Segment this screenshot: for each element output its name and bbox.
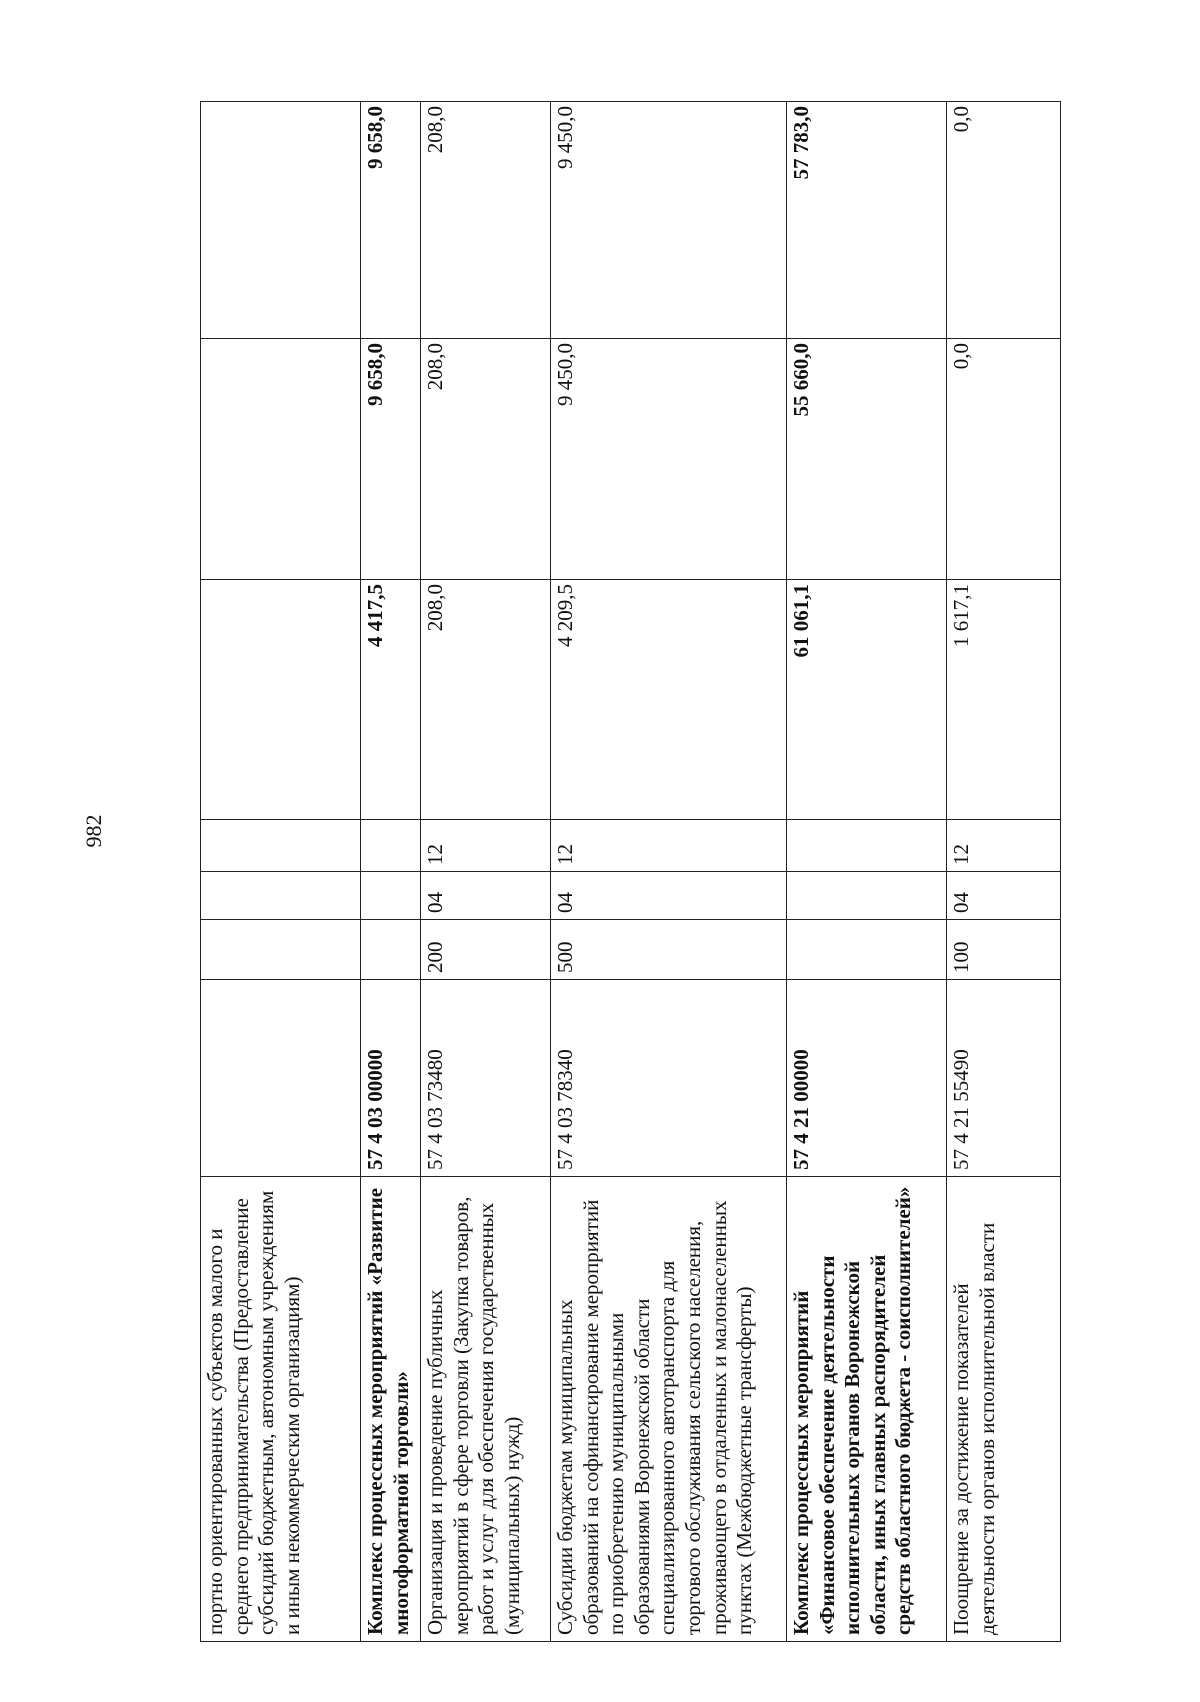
row-value-3: 9 658,0	[361, 102, 421, 339]
table-row	[947, 102, 1061, 1642]
row-name: Комплекс процессных мероприятий «Развитие многоформатной торговли»	[361, 1177, 421, 1642]
row-code: 57 4 21 00000	[787, 980, 947, 1177]
table-row	[201, 102, 361, 1642]
budget-table	[200, 101, 1061, 1642]
row-pr: 12	[551, 820, 787, 872]
row-value-1: 4 209,5	[551, 580, 787, 820]
table-row	[361, 102, 421, 1642]
row-vr	[361, 920, 421, 980]
row-rz: 04	[551, 872, 787, 920]
row-name: Субсидии бюджетам муниципальных образований на софинансирование мероприятий по приобретению муниципальными образованиями Воронежской области специализированного автотранспорта для торгового обслуживания сельского населения, проживающего в отдаленных и малонаселенных пунктах (Межбюджетные трансферты)	[551, 1177, 787, 1642]
row-value-1: 208,0	[421, 580, 551, 820]
page-number: 982	[81, 814, 106, 848]
row-value-1	[201, 580, 361, 820]
row-rz	[787, 872, 947, 920]
row-value-3: 57 783,0	[787, 102, 947, 339]
row-value-2: 0,0	[947, 339, 1061, 580]
rotated-table-container	[200, 102, 1060, 1642]
table-row	[787, 102, 947, 1642]
row-value-1: 4 417,5	[361, 580, 421, 820]
row-pr: 12	[421, 820, 551, 872]
row-value-2: 208,0	[421, 339, 551, 580]
row-rz	[361, 872, 421, 920]
row-rz: 04	[947, 872, 1061, 920]
table-row	[551, 102, 787, 1642]
row-name: Комплекс процессных мероприятий «Финансовое обеспечение деятельности исполнительных органов Воронежской области, иных главных распорядителей средств областного бюджета - соисполнителей»	[787, 1177, 947, 1642]
row-code: 57 4 03 73480	[421, 980, 551, 1177]
row-name: Организация и проведение публичных мероприятий в сфере торговли (Закупка товаров, работ и услуг для обеспечения государственных (муниципальных) нужд)	[421, 1177, 551, 1642]
row-value-2: 9 450,0	[551, 339, 787, 580]
row-vr: 200	[421, 920, 551, 980]
row-value-3: 0,0	[947, 102, 1061, 339]
row-vr	[787, 920, 947, 980]
row-value-1: 61 061,1	[787, 580, 947, 820]
row-name: Поощрение за достижение показателей деятельности органов исполнительной власти	[947, 1177, 1061, 1642]
row-rz	[201, 872, 361, 920]
row-vr: 100	[947, 920, 1061, 980]
row-code: 57 4 03 00000	[361, 980, 421, 1177]
row-value-2: 9 658,0	[361, 339, 421, 580]
row-pr	[361, 820, 421, 872]
row-value-2: 55 660,0	[787, 339, 947, 580]
row-pr	[787, 820, 947, 872]
row-value-3: 208,0	[421, 102, 551, 339]
row-value-1: 1 617,1	[947, 580, 1061, 820]
row-vr	[201, 920, 361, 980]
row-value-2	[201, 339, 361, 580]
row-code: 57 4 03 78340	[551, 980, 787, 1177]
row-code	[201, 980, 361, 1177]
row-name: портно ориентированных субъектов малого и среднего предпринимательства (Предоставление субсидий бюджетным, автономным учреждениям и иным некоммерческим организациям)	[201, 1177, 361, 1642]
row-vr: 500	[551, 920, 787, 980]
table-row	[421, 102, 551, 1642]
row-pr: 12	[947, 820, 1061, 872]
row-pr	[201, 820, 361, 872]
row-value-3	[201, 102, 361, 339]
row-code: 57 4 21 55490	[947, 980, 1061, 1177]
row-value-3: 9 450,0	[551, 102, 787, 339]
row-rz: 04	[421, 872, 551, 920]
